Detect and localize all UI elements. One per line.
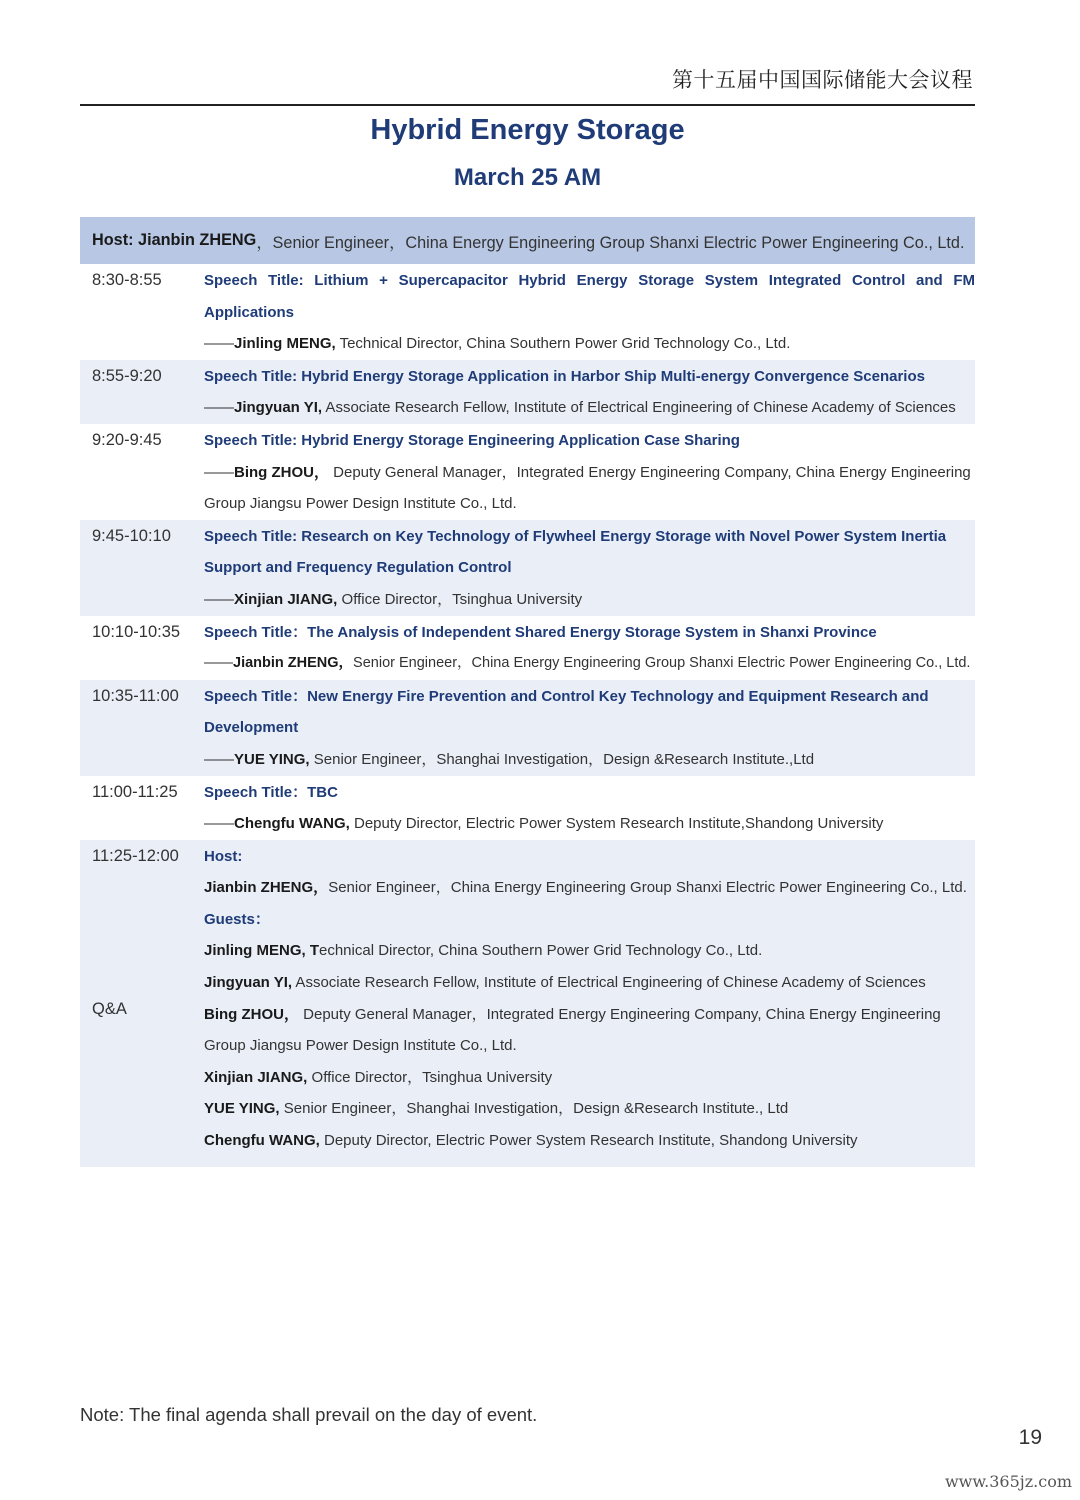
- dash: ——: [204, 463, 234, 481]
- qa-host-info: Senior Engineer，China Energy Engineering Group Shanxi Electric Power Engineering Co., Ltd.: [328, 879, 967, 897]
- agenda-row: [80, 680, 975, 776]
- speaker-name: YUE YING,: [234, 750, 310, 768]
- speaker-name: Jianbin ZHENG，: [233, 655, 354, 672]
- speaker-name: Jingyuan YI,: [234, 399, 323, 417]
- qa-content: [204, 841, 975, 1157]
- qa-row: [80, 840, 975, 1167]
- host-name: Host: Jianbin ZHENG: [92, 231, 257, 249]
- qa-time-column: [80, 841, 204, 1157]
- guest-name: Jingyuan YI,: [204, 974, 293, 992]
- speaker-info: Deputy General Manager，Integrated Energy Engineering Company, China Energy Engineering Group Jiangsu Power Design Institute Co., Ltd.: [204, 463, 971, 513]
- session-time: 8:55-9:20: [92, 366, 162, 385]
- speaker-info: Deputy Director, Electric Power System Research Institute,Shandong University: [349, 815, 884, 833]
- qa-guests-label: Guests：: [204, 910, 270, 928]
- speaker-line: [204, 328, 975, 360]
- guest-name: Jinling MENG, T: [204, 942, 319, 960]
- page-title: Hybrid Energy Storage: [370, 114, 685, 146]
- speaker-line: [204, 457, 975, 520]
- watermark: www.365jz.com: [944, 1472, 1072, 1491]
- guest-line: [204, 1093, 975, 1125]
- session-time: 10:10-10:35: [92, 622, 181, 641]
- guest-line: [204, 1125, 975, 1157]
- guest-info: Associate Research Fellow, Institute of Electrical Engineering of Chinese Academy of Sciences: [292, 974, 926, 992]
- speaker-line: [204, 648, 975, 680]
- speaker-line: [204, 584, 975, 616]
- dash: ——: [204, 399, 234, 417]
- session-time: 8:30-8:55: [92, 271, 162, 289]
- agenda-row: [80, 424, 975, 520]
- dash: ——: [204, 590, 234, 608]
- guest-line: [204, 1062, 975, 1094]
- dash: ——: [204, 750, 234, 768]
- speaker-info: Senior Engineer，China Energy Engineering Group Shanxi Electric Power Engineering Co., Ltd.: [353, 655, 971, 672]
- speech-title: Speech Title: Research on Key Technology of Flywheel Energy Storage with Novel Power System Inertia Support and Frequency Regulation Control: [204, 527, 947, 577]
- guest-name: Chengfu WANG,: [204, 1132, 320, 1150]
- qa-host-name: Jianbin ZHENG，: [204, 879, 329, 897]
- guest-info: Deputy Director, Electric Power System Research Institute, Shandong University: [319, 1132, 858, 1150]
- session-time: 11:00-11:25: [92, 782, 178, 801]
- speaker-line: [204, 808, 975, 840]
- agenda-row: [80, 520, 975, 616]
- speaker-name: Bing ZHOU，: [234, 463, 329, 481]
- host-info: ，Senior Engineer，China Energy Engineering Group Shanxi Electric Power Engineering Co., Ltd.: [256, 233, 965, 252]
- speaker-info: Associate Research Fellow, Institute of Electrical Engineering of Chinese Academy of Sciences: [322, 399, 956, 417]
- guest-name: YUE YING,: [204, 1100, 280, 1118]
- guest-info: Senior Engineer，Shanghai Investigation，Design &Research Institute., Ltd: [279, 1100, 789, 1118]
- speaker-name: Xinjian JIANG,: [234, 590, 338, 608]
- guest-info: Deputy General Manager，Integrated Energy Engineering Company, China Energy Engineering Group Jiangsu Power Design Institute Co., Ltd.: [204, 1005, 941, 1055]
- session-content: [204, 425, 975, 520]
- host-bar: [80, 217, 975, 264]
- speaker-name: Jinling MENG,: [234, 335, 336, 353]
- speaker-info: Office Director，Tsinghua University: [337, 590, 583, 608]
- speech-title: Speech Title: Lithium + Supercapacitor Hybrid Energy Storage System Integrated Control and FM Applications: [204, 272, 975, 321]
- speech-title: Speech Title：The Analysis of Independent Shared Energy Storage System in Shanxi Province: [204, 623, 877, 641]
- guest-info: echnical Director, China Southern Power Grid Technology Co., Ltd.: [319, 942, 763, 960]
- speaker-name: Chengfu WANG,: [234, 815, 350, 833]
- guest-line: [204, 967, 975, 999]
- session-content: [204, 777, 975, 840]
- speaker-line: [204, 744, 975, 776]
- guest-line: [204, 935, 975, 967]
- speech-title: Speech Title：New Energy Fire Prevention and Control Key Technology and Equipment Research and Development: [204, 687, 929, 737]
- dash: ——: [204, 815, 234, 833]
- qa-host-label: Host:: [204, 847, 243, 865]
- guest-name: Xinjian JIANG,: [204, 1068, 308, 1086]
- session-time: 9:20-9:45: [92, 430, 162, 449]
- speaker-info: Senior Engineer，Shanghai Investigation，Design &Research Institute.,Ltd: [309, 750, 815, 768]
- session-time: 10:35-11:00: [92, 686, 179, 705]
- guest-name: Bing ZHOU，: [204, 1005, 299, 1023]
- agenda-note: Note: The final agenda shall prevail on the day of event.: [80, 1404, 538, 1425]
- dash: ——: [204, 655, 233, 672]
- agenda-row: [80, 776, 975, 840]
- conference-title: 第十五届中国国际储能大会议程: [672, 68, 973, 92]
- agenda-row: [80, 264, 975, 360]
- speaker-info: Technical Director, China Southern Power Grid Technology Co., Ltd.: [335, 335, 791, 353]
- speech-title: Speech Title: Hybrid Energy Storage Engineering Application Case Sharing: [204, 431, 740, 449]
- session-time: 11:25-12:00: [92, 846, 179, 865]
- agenda-row: [80, 616, 975, 680]
- header-divider: [80, 104, 975, 106]
- session-time: 9:45-10:10: [92, 526, 171, 545]
- session-content: [204, 521, 975, 616]
- speech-title: Speech Title：TBC: [204, 783, 338, 801]
- session-content: [204, 361, 975, 424]
- page-number: 19: [1018, 1426, 1042, 1449]
- session-content: [204, 265, 975, 360]
- agenda-row: [80, 360, 975, 424]
- qa-host-line: [204, 872, 975, 904]
- session-content: [204, 617, 975, 680]
- speech-title: Speech Title: Hybrid Energy Storage Application in Harbor Ship Multi-energy Convergence Scenarios: [204, 367, 925, 385]
- dash: ——: [204, 335, 234, 353]
- guest-line: [204, 999, 975, 1062]
- qa-label: Q&A: [92, 1000, 127, 1019]
- session-content: [204, 681, 975, 776]
- page-subtitle: March 25 AM: [453, 164, 602, 191]
- guest-info: Office Director，Tsinghua University: [307, 1068, 553, 1086]
- speaker-line: [204, 392, 975, 424]
- agenda-table: [80, 217, 975, 1167]
